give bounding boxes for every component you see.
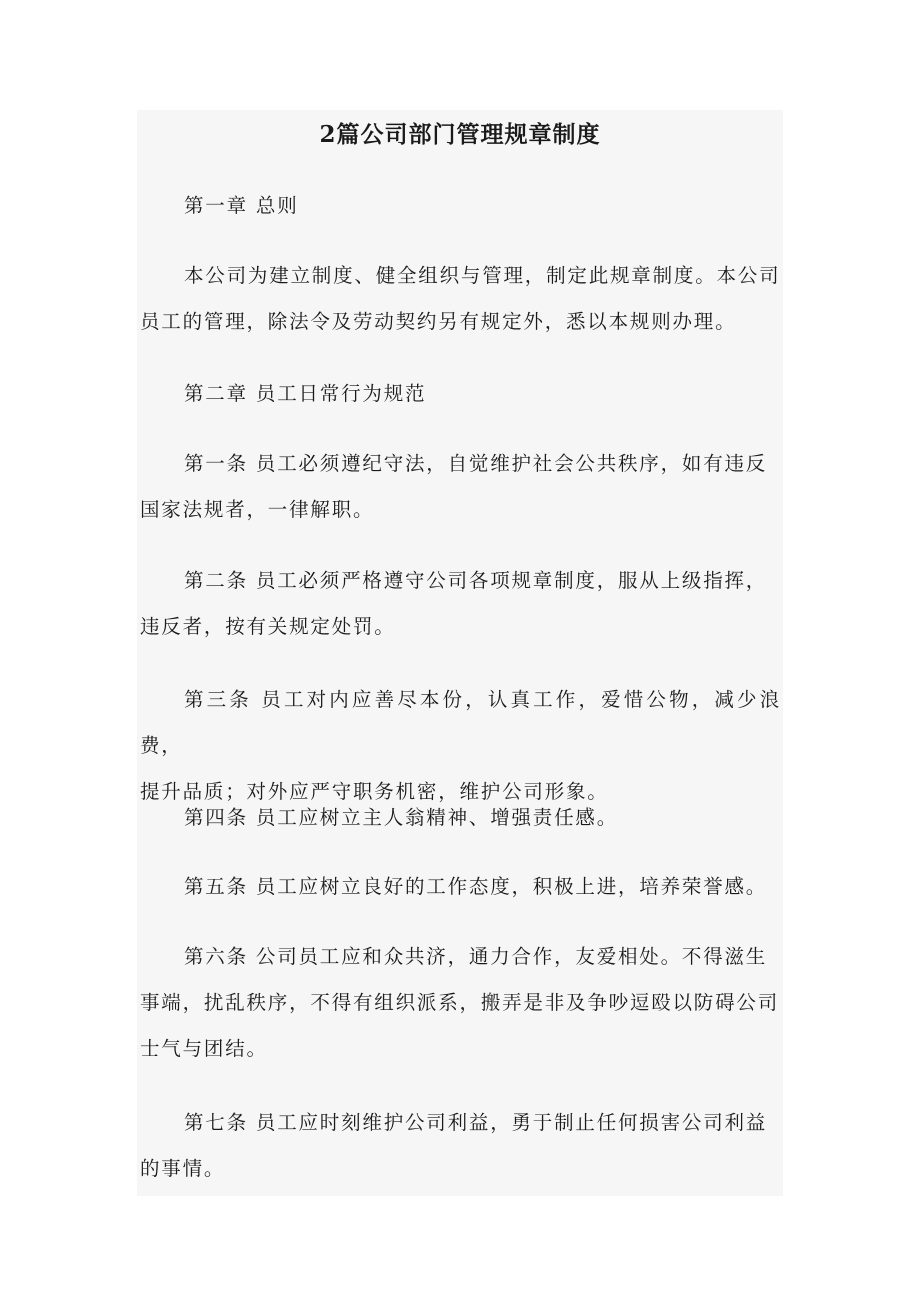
text-line: 第二条 员工必须严格遵守公司各项规章制度，服从上级指挥， bbox=[184, 569, 768, 592]
text-line: 事端，扰乱秩序，不得有组织派系，搬弄是非及争吵逗殴以防碍公司 bbox=[140, 991, 780, 1014]
document-title: 2篇公司部门管理规章制度 bbox=[319, 121, 601, 148]
text-line: 本公司为建立制度、健全组织与管理，制定此规章制度。本公司 bbox=[184, 264, 781, 287]
text-line: 的事情。 bbox=[140, 1157, 226, 1180]
text-line: 国家法规者，一律解职。 bbox=[140, 498, 375, 521]
chapter-heading bbox=[140, 371, 781, 417]
article-paragraph bbox=[140, 558, 781, 650]
text-line: 提升品质；对外应严守职务机密，维护公司形象。 bbox=[140, 780, 609, 803]
text-line: 违反者，按有关规定处罚。 bbox=[140, 615, 396, 638]
article-paragraph bbox=[140, 934, 781, 1072]
article-paragraph bbox=[140, 864, 781, 910]
text-line: 第二章 员工日常行为规范 bbox=[184, 382, 427, 405]
text-line: 第一章 总则 bbox=[184, 194, 299, 217]
text-line: 第七条 员工应时刻维护公司利益，勇于制止任何损害公司利益 bbox=[184, 1111, 768, 1134]
text-line: 第一条 员工必须遵纪守法，自觉维护社会公共秩序，如有违反 bbox=[184, 452, 768, 475]
text-line: 第三条 员工对内应善尽本份，认真工作，爱惜公物，减少浪费， bbox=[140, 688, 781, 757]
body-paragraph bbox=[140, 253, 781, 345]
chapter-heading bbox=[140, 183, 781, 229]
text-line: 士气与团结。 bbox=[140, 1037, 268, 1060]
article-paragraph bbox=[140, 441, 781, 533]
text-line: 第六条 公司员工应和众共济，通力合作，友爱相处。不得滋生 bbox=[184, 945, 768, 968]
text-line: 员工的管理，除法令及劳动契约另有规定外，悉以本规则办理。 bbox=[140, 310, 737, 333]
text-line: 第五条 员工应树立良好的工作态度，积极上进，培养荣誉感。 bbox=[184, 875, 768, 898]
article-paragraph bbox=[140, 795, 781, 841]
article-paragraph bbox=[140, 1100, 781, 1192]
text-line: 第四条 员工应树立主人翁精神、增强责任感。 bbox=[184, 806, 618, 829]
